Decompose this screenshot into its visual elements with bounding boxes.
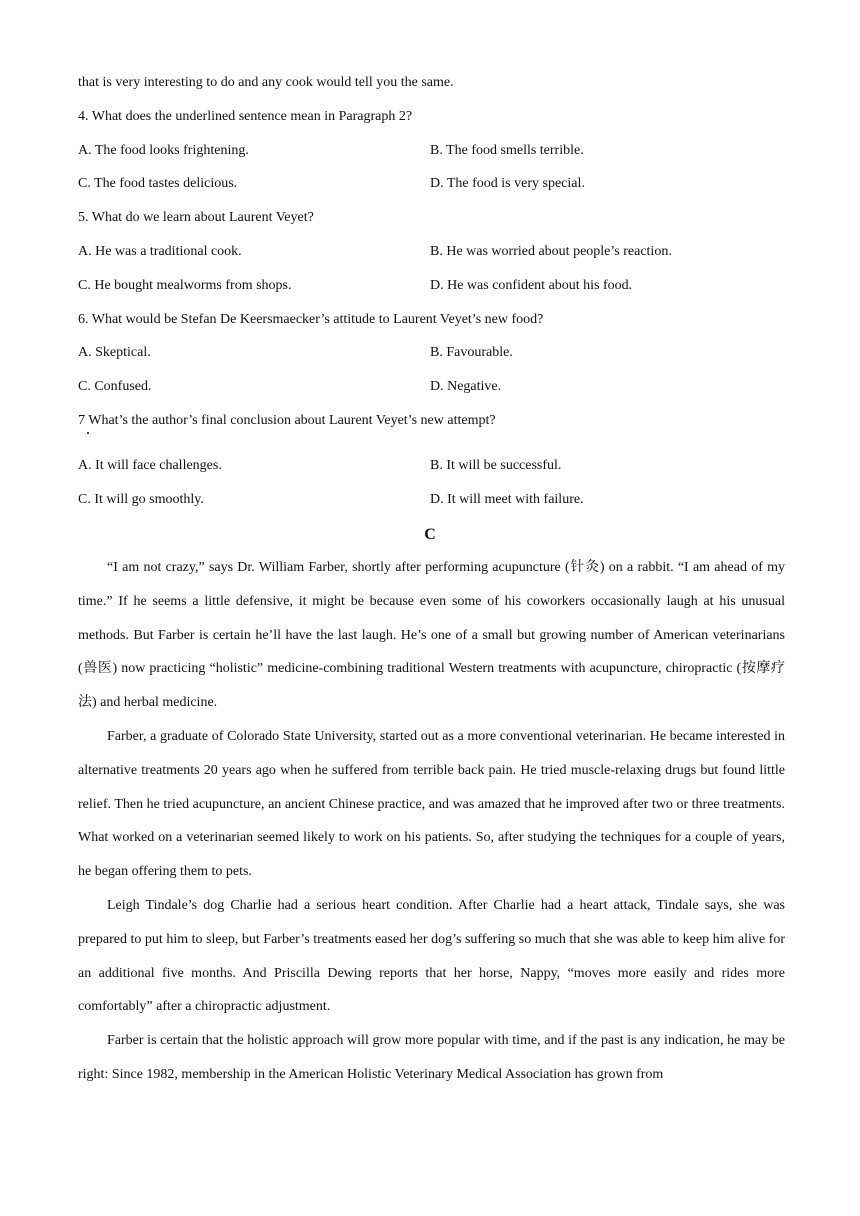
question-7-option-a: A. It will face challenges.	[78, 458, 222, 473]
question-5-option-d: D. He was confident about his food.	[430, 278, 633, 293]
question-4-option-a: A. The food looks frightening.	[78, 143, 249, 158]
question-5-option-a: A. He was a traditional cook.	[78, 244, 242, 259]
continued-text-line: that is very interesting to do and any cook would tell you the same.	[78, 75, 454, 90]
paragraph-text: “I am not crazy,” says Dr. William Farber, shortly after performing acupuncture (针灸) on a rabbit. “I am ahead of my time.” If he seems a little defensive, it might be because even some of his coworkers occasionally laugh at his unusual methods. But Farber is certain he’ll have the last laugh. He’s one of a small but growing number of American veterinarians (兽医) now practicing “holistic” medicine-combining traditional Western treatments with acupuncture, chiropractic (按摩疗法) and herbal medicine.	[78, 560, 785, 711]
passage-paragraph-2	[78, 720, 785, 889]
question-6-option-d: D. Negative.	[430, 379, 502, 394]
question-4-option-b: B. The food smells terrible.	[430, 143, 584, 158]
paragraph-text: Farber, a graduate of Colorado State University, started out as a more conventional veterinarian. He became interested in alternative treatments 20 years ago when he suffered from terrible back pain. He tried muscle-relaxing drugs but found little relief. Then he tried acupuncture, an ancient Chinese practice, and was amazed that he improved after two or three treatments. What worked on a veterinarian seemed likely to work on his patients. So, after studying the techniques for a couple of years, he began offering them to pets.	[78, 729, 785, 880]
paragraph-text: Farber is certain that the holistic approach will grow more popular with time, and if the past is any indication, he may be right: Since 1982, membership in the American Holistic Veterinary Medical Association has grown from	[78, 1033, 785, 1082]
question-6-option-b: B. Favourable.	[430, 345, 513, 360]
passage-paragraph-4	[78, 1024, 785, 1092]
question-6-option-c: C. Confused.	[78, 379, 152, 394]
question-7-option-b: B. It will be successful.	[430, 458, 562, 473]
question-4-option-d: D. The food is very special.	[430, 176, 585, 191]
question-5-option-b: B. He was worried about people’s reaction.	[430, 244, 672, 259]
question-number-dot	[87, 432, 89, 434]
passage-paragraph-3	[78, 889, 785, 1024]
section-heading: C	[424, 526, 436, 543]
question-4-option-c: C. The food tastes delicious.	[78, 176, 238, 191]
question-7-stem: 7 What’s the author’s final conclusion about Laurent Veyet’s new attempt?	[78, 413, 496, 428]
paragraph-text: Leigh Tindale’s dog Charlie had a serious heart condition. After Charlie had a heart attack, Tindale says, she was prepared to put him to sleep, but Farber’s treatments eased her dog’s suffering so much that she was able to keep him alive for an additional five months. And Priscilla Dewing reports that her horse, Nappy, “moves more easily and rides more comfortably” after a chiropractic adjustment.	[78, 898, 785, 1015]
question-6-stem: 6. What would be Stefan De Keersmaecker’s attitude to Laurent Veyet’s new food?	[78, 312, 544, 327]
question-5-stem: 5. What do we learn about Laurent Veyet?	[78, 210, 314, 225]
question-5-option-c: C. He bought mealworms from shops.	[78, 278, 292, 293]
passage-paragraph-1	[78, 551, 785, 720]
question-7-option-c: C. It will go smoothly.	[78, 492, 204, 507]
question-7-option-d: D. It will meet with failure.	[430, 492, 584, 507]
question-6-option-a: A. Skeptical.	[78, 345, 151, 360]
question-4-stem: 4. What does the underlined sentence mean in Paragraph 2?	[78, 109, 413, 124]
